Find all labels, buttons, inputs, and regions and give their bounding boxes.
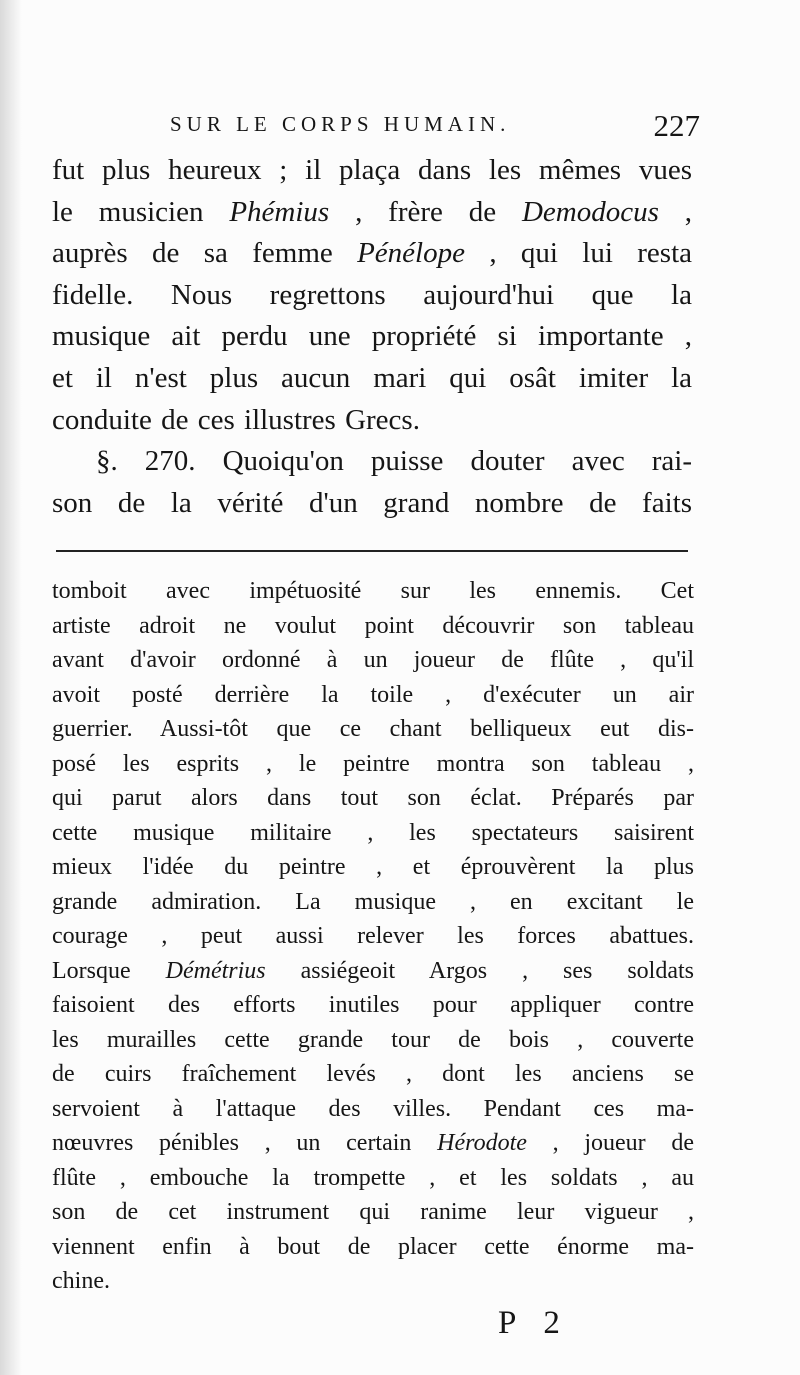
main-text (52, 150, 692, 524)
footnote-line: avant d'avoir ordonné à un joueur de flûte , qu'il (52, 647, 694, 673)
footnote-line: qui parut alors dans tout son éclat. Préparés par (52, 785, 694, 811)
footnote-text (52, 574, 694, 1299)
text-line: §. 270. Quoiqu'on puisse douter avec rai- (96, 445, 692, 478)
signature-mark: P 2 (498, 1305, 570, 1341)
footnote-line: mieux l'idée du peintre , et éprouvèrent la plus (52, 854, 694, 880)
text-line: le musicien Phémius , frère de Demodocus , (52, 195, 692, 228)
running-title: SUR LE CORPS HUMAIN. (170, 112, 511, 136)
footnote-line: de cuirs fraîchement levés , dont les anciens se (52, 1061, 694, 1087)
footnote-line: son de cet instrument qui ranime leur vigueur , (52, 1199, 694, 1225)
text-line: conduite de ces illustres Grecs. (52, 403, 420, 436)
text-line: auprès de sa femme Pénélope , qui lui resta (52, 237, 693, 270)
footnote-line: Lorsque Démétrius assiégeoit Argos , ses soldats (52, 957, 694, 984)
footnote-paragraph (52, 574, 694, 1299)
footnote-line: viennent enfin à bout de placer cette énorme ma- (52, 1233, 694, 1260)
section-270-paragraph (52, 441, 692, 524)
footnote-line: flûte , embouche la trompette , et les soldats , au (52, 1164, 694, 1191)
footnote-line: faisoient des efforts inutiles pour appliquer contre (52, 992, 694, 1018)
footnote-line: artiste adroit ne voulut point découvrir son tableau (52, 612, 694, 639)
footnote-line: guerrier. Aussi-tôt que ce chant belliqueux eut dis- (52, 716, 694, 742)
text-line: musique ait perdu une propriété si importante , (52, 320, 692, 353)
footnote-divider (56, 550, 688, 552)
page-number: 227 (653, 108, 700, 143)
footnote-line: tomboit avec impétuosité sur les ennemis. Cet (52, 578, 694, 604)
text-line: son de la vérité d'un grand nombre de faits (52, 486, 692, 519)
footnote-line: cette musique militaire , les spectateurs saisirent (52, 819, 694, 846)
footnote-line: grande admiration. La musique , en excitant le (52, 888, 694, 915)
page-header (50, 108, 700, 148)
footnote-line: les murailles cette grande tour de bois , couverte (52, 1026, 694, 1053)
footnote-line: servoient à l'attaque des villes. Pendant ces ma- (52, 1095, 694, 1122)
text-line: et il n'est plus aucun mari qui osât imiter la (52, 361, 692, 394)
footnote-line: nœuvres pénibles , un certain Hérodote , joueur de (52, 1130, 694, 1156)
text-line: fut plus heureux ; il plaça dans les mêmes vues (52, 154, 692, 186)
main-paragraph-end (52, 150, 692, 441)
text-line: fidelle. Nous regrettons aujourd'hui que la (52, 278, 692, 311)
footnote-line: courage , peut aussi relever les forces abattues. (52, 923, 694, 949)
footnote-line: avoit posté derrière la toile , d'exécuter un air (52, 681, 694, 708)
footnote-line: posé les esprits , le peintre montra son tableau , (52, 750, 694, 777)
footnote-line: chine. (52, 1268, 110, 1294)
